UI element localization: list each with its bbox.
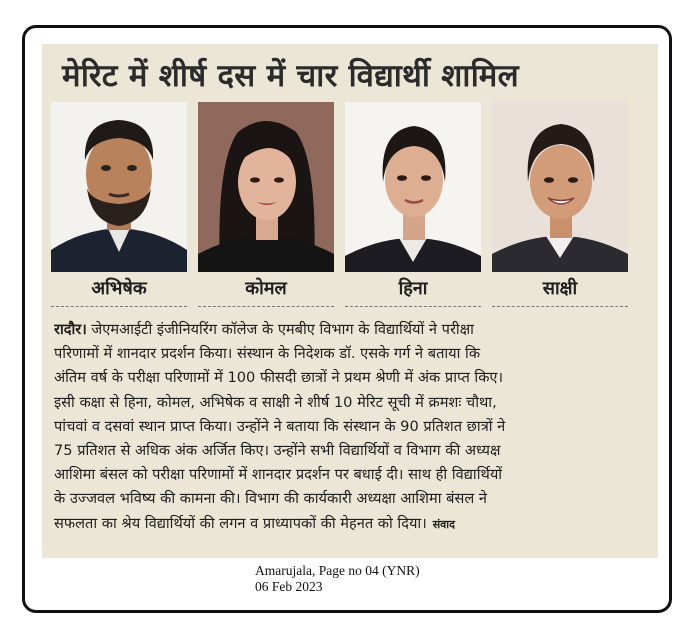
student-name-abhishek: अभिषेक (91, 278, 147, 299)
caption-divider (345, 306, 481, 308)
student-photo-komal (198, 102, 334, 272)
student-name-hina: हिना (398, 278, 428, 299)
dateline: रादौर। (54, 321, 87, 338)
article-line-5: पांचवां व दसवां स्थान प्राप्त किया। उन्होंने ने बताया कि संस्थान के 90 प्रतिशत छात्रों ने (54, 417, 506, 435)
article-line-7: आशिमा बंसल को परीक्षा परिणामों में शानदार प्रदर्शन पर बधाई दी। साथ ही विद्यार्थियों (54, 466, 503, 484)
publication-date: 06 Feb 2023 (255, 579, 323, 594)
article-line-3: अंतिम वर्ष के परीक्षा परिणामों में 100 फीसदी छात्रों ने प्रथम श्रेणी में अंक प्राप्त किए। (54, 369, 504, 387)
article-line-2: परिणामों में शानदार प्रदर्शन किया। संस्थान के निदेशक डॉ. एसके गर्ग ने बताया कि (54, 345, 481, 363)
article-body (54, 318, 650, 537)
student-name-sakshi: साक्षी (542, 278, 578, 299)
article-line-4: इसी कक्षा से हिना, कोमल, अभिषेक व साक्षी ने शीर्ष 10 मेरिट सूची में क्रमशः चौथा, (54, 393, 497, 411)
student-photo-hina (345, 102, 481, 272)
caption-divider (51, 306, 187, 308)
article-line-6: 75 प्रतिशत से अधिक अंक अर्जित किए। उन्होंने सभी विद्यार्थियों व विभाग की अध्यक्ष (54, 442, 501, 460)
article-line-9: सफलता का श्रेय विद्यार्थियों की लगन व प्राध्यापकों की मेहनत को दिया। संवाद (54, 514, 455, 532)
source-credit (255, 563, 420, 595)
publication-name: Amarujala, Page no 04 (YNR) (255, 563, 420, 578)
caption-divider (198, 306, 334, 308)
article-line-1: रादौर। जेएमआईटी इंजीनियरिंग कॉलेज के एमबीए विभाग के विद्यार्थियों ने परीक्षा (54, 321, 474, 338)
student-photo-sakshi (492, 102, 628, 272)
article-line-8: के उज्जवल भविष्य की कामना की। विभाग की कार्यकारी अध्यक्षा आशिमा बंसल ने (54, 490, 487, 508)
headline: मेरिट में शीर्ष दस में चार विद्यार्थी शामिल (62, 58, 519, 94)
student-photo-abhishek (51, 102, 187, 272)
caption-divider (492, 306, 628, 308)
byline: संवाद (432, 517, 455, 531)
student-name-komal: कोमल (245, 278, 287, 299)
newspaper-clipping (42, 44, 658, 558)
